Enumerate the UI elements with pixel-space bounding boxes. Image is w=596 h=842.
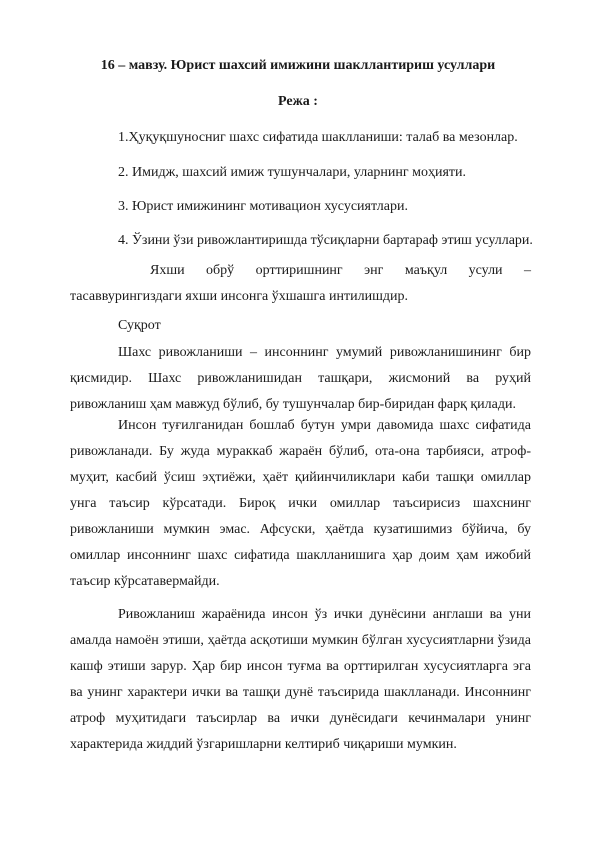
body-paragraph: Инсон туғилганидан бошлаб бутун умри давомида шахс сифатида ривожланади. Бу жуда мураккаб жараён бўлиб, ота-она тарбияси, атроф-муҳит, касбий ўсиш эҳтиёжи, ҳаёт қийинчиликлари каби ташқи омиллар унга таъсир кўрсатади. Бироқ ички омиллар таъсирисиз шахснинг ривожланиши мумкин эмас. Афсуски, ҳаётда кузатишимиз бўйича, бу омиллар инсоннинг шахс сифатида шаклланишига ҳар доим ҳам ижобий таъсир кўрсатавермайди. <box>70 418 531 589</box>
page-title: 16 – мавзу. Юрист шахсий имижини шакллантириш усуллари <box>100 58 496 73</box>
plan-item: 3. Юрист имижининг мотивацион хусусиятлари. <box>118 199 408 214</box>
epigraph: Яхши обрў орттиришнинг энг маъқул усули – тасаввурингиздаги яхши инсонга ўхшашга интилишдир. <box>70 263 531 304</box>
plan-item: 2. Имидж, шахсий имиж тушунчалари, уларнинг моҳияти. <box>118 165 467 180</box>
body-paragraph: Ривожланиш жараёнида инсон ўз ички дунёсини англаши ва уни амалда намоён этиши, ҳаётда асқотиши мумкин бўлган хусусиятларни ўзида кашф этиши зарур. Ҳар бир инсон туғма ва орттирилган хусусиятларга эга ва унинг характери ички ва ташқи дунё таъсирида шаклланади. Инсоннинг атроф муҳитидаги таъсирлар ва ички дунёсидаги кечинмалари унинг характерида жиддий ўзгаришларни келтириб чиқариши мумкин. <box>70 607 531 752</box>
body-paragraph: Шахс ривожланиши – инсоннинг умумий ривожланишининг бир қисмидир. Шахс ривожланишидан ташқари, жисмоний ва руҳий ривожланиш ҳам мавжуд бўлиб, бу тушунчалар бир-биридан фарқ қилади. <box>70 345 531 412</box>
plan-heading: Режа : <box>278 94 318 109</box>
plan-item: 4. Ўзини ўзи ривожлантиришда тўсиқларни бартараф этиш усуллари. <box>118 233 533 248</box>
plan-item: 1.Ҳуқуқшуносниг шахс сифатида шаклланиши: талаб ва мезонлар. <box>118 130 518 145</box>
epigraph-author: Суқрот <box>118 318 161 333</box>
